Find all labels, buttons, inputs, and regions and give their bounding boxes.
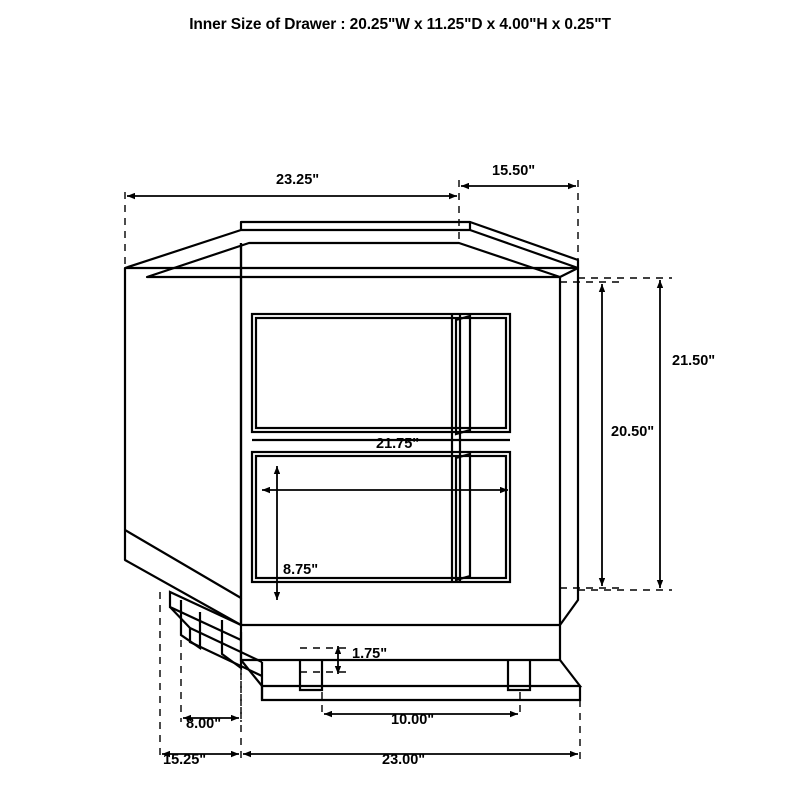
page-title: Inner Size of Drawer : 20.25"W x 11.25"D x 4.00"H x 0.25"T bbox=[189, 16, 611, 33]
dim-top-width-front: 23.25" bbox=[276, 172, 320, 188]
dimension-lines bbox=[127, 186, 660, 754]
dim-base-rail-height: 1.75" bbox=[352, 646, 388, 662]
dim-drawer-width: 21.75" bbox=[376, 436, 420, 452]
dim-foot-span: 10.00" bbox=[391, 712, 435, 728]
dim-drawer-stack-height: 8.75" bbox=[283, 562, 319, 578]
dim-side-depth: 15.25" bbox=[163, 752, 207, 768]
legs bbox=[181, 600, 530, 690]
dim-foot-inset: 8.00" bbox=[186, 716, 222, 732]
dim-top-width-side: 15.50" bbox=[492, 163, 536, 179]
dim-cabinet-height: 20.50" bbox=[611, 424, 655, 440]
dim-overall-height: 21.50" bbox=[672, 353, 716, 369]
dim-overall-width: 23.00" bbox=[382, 752, 426, 768]
